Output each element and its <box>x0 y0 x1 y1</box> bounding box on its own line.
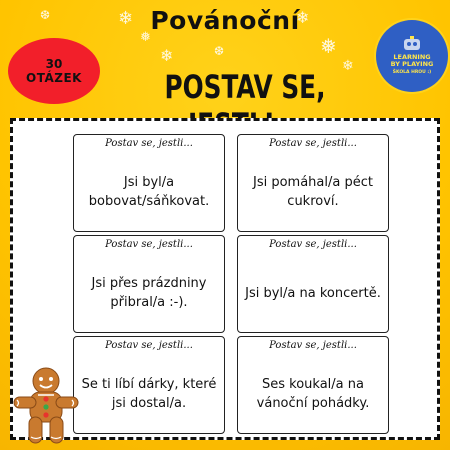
card-text: Jsi byl/a na koncertě. <box>245 285 381 301</box>
snowflake-icon: ❄ <box>296 8 310 27</box>
question-card <box>73 235 225 333</box>
brand-logo <box>376 20 448 92</box>
question-card <box>73 134 225 232</box>
snowflake-icon: ❆ <box>40 8 51 22</box>
gingerbread-man-icon <box>10 365 82 447</box>
snowflake-icon: ❄ <box>342 58 354 74</box>
page-title: POSTAV SE, <box>164 68 326 106</box>
question-card <box>237 235 389 333</box>
badge-label: OTÁZEK <box>26 71 82 85</box>
card-header: Postav se, jestli... <box>105 340 193 351</box>
snowflake-icon: ❄ <box>118 8 134 29</box>
card-header: Postav se, jestli... <box>105 239 193 250</box>
logo-text-3: ŠKOLA HROU :) <box>392 69 432 75</box>
card-text: Jsi přes prázdniny přibral/a :-). <box>91 276 207 310</box>
card-header: Postav se, jestli... <box>269 138 357 149</box>
snowflake-icon: ❅ <box>320 34 337 58</box>
card-text: Jsi byl/a bobovat/sáňkovat. <box>88 175 210 209</box>
question-card <box>237 134 389 232</box>
card-header: Postav se, jestli... <box>269 239 357 250</box>
snowflake-icon: ❅ <box>140 30 151 45</box>
card-header: Postav se, jestli... <box>269 340 357 351</box>
card-text: Se ti líbí dárky, které jsi dostal/a. <box>81 377 217 411</box>
card-text: Jsi pomáhal/a péct cukroví. <box>253 175 373 209</box>
question-count-badge <box>8 38 100 104</box>
header-subtitle: Povánoční <box>150 6 300 35</box>
logo-text-2: BY PLAYING <box>390 60 434 69</box>
badge-number: 30 <box>45 57 63 71</box>
card-header: Postav se, jestli... <box>105 138 193 149</box>
card-text: Ses koukal/a na vánoční pohádky. <box>256 377 370 411</box>
logo-text-1: LEARNING <box>393 52 431 61</box>
snowflake-icon: ❄ <box>160 46 174 65</box>
question-card <box>73 336 225 434</box>
question-card <box>237 336 389 434</box>
snowflake-icon: ❆ <box>214 44 225 58</box>
robot-icon <box>399 36 425 54</box>
